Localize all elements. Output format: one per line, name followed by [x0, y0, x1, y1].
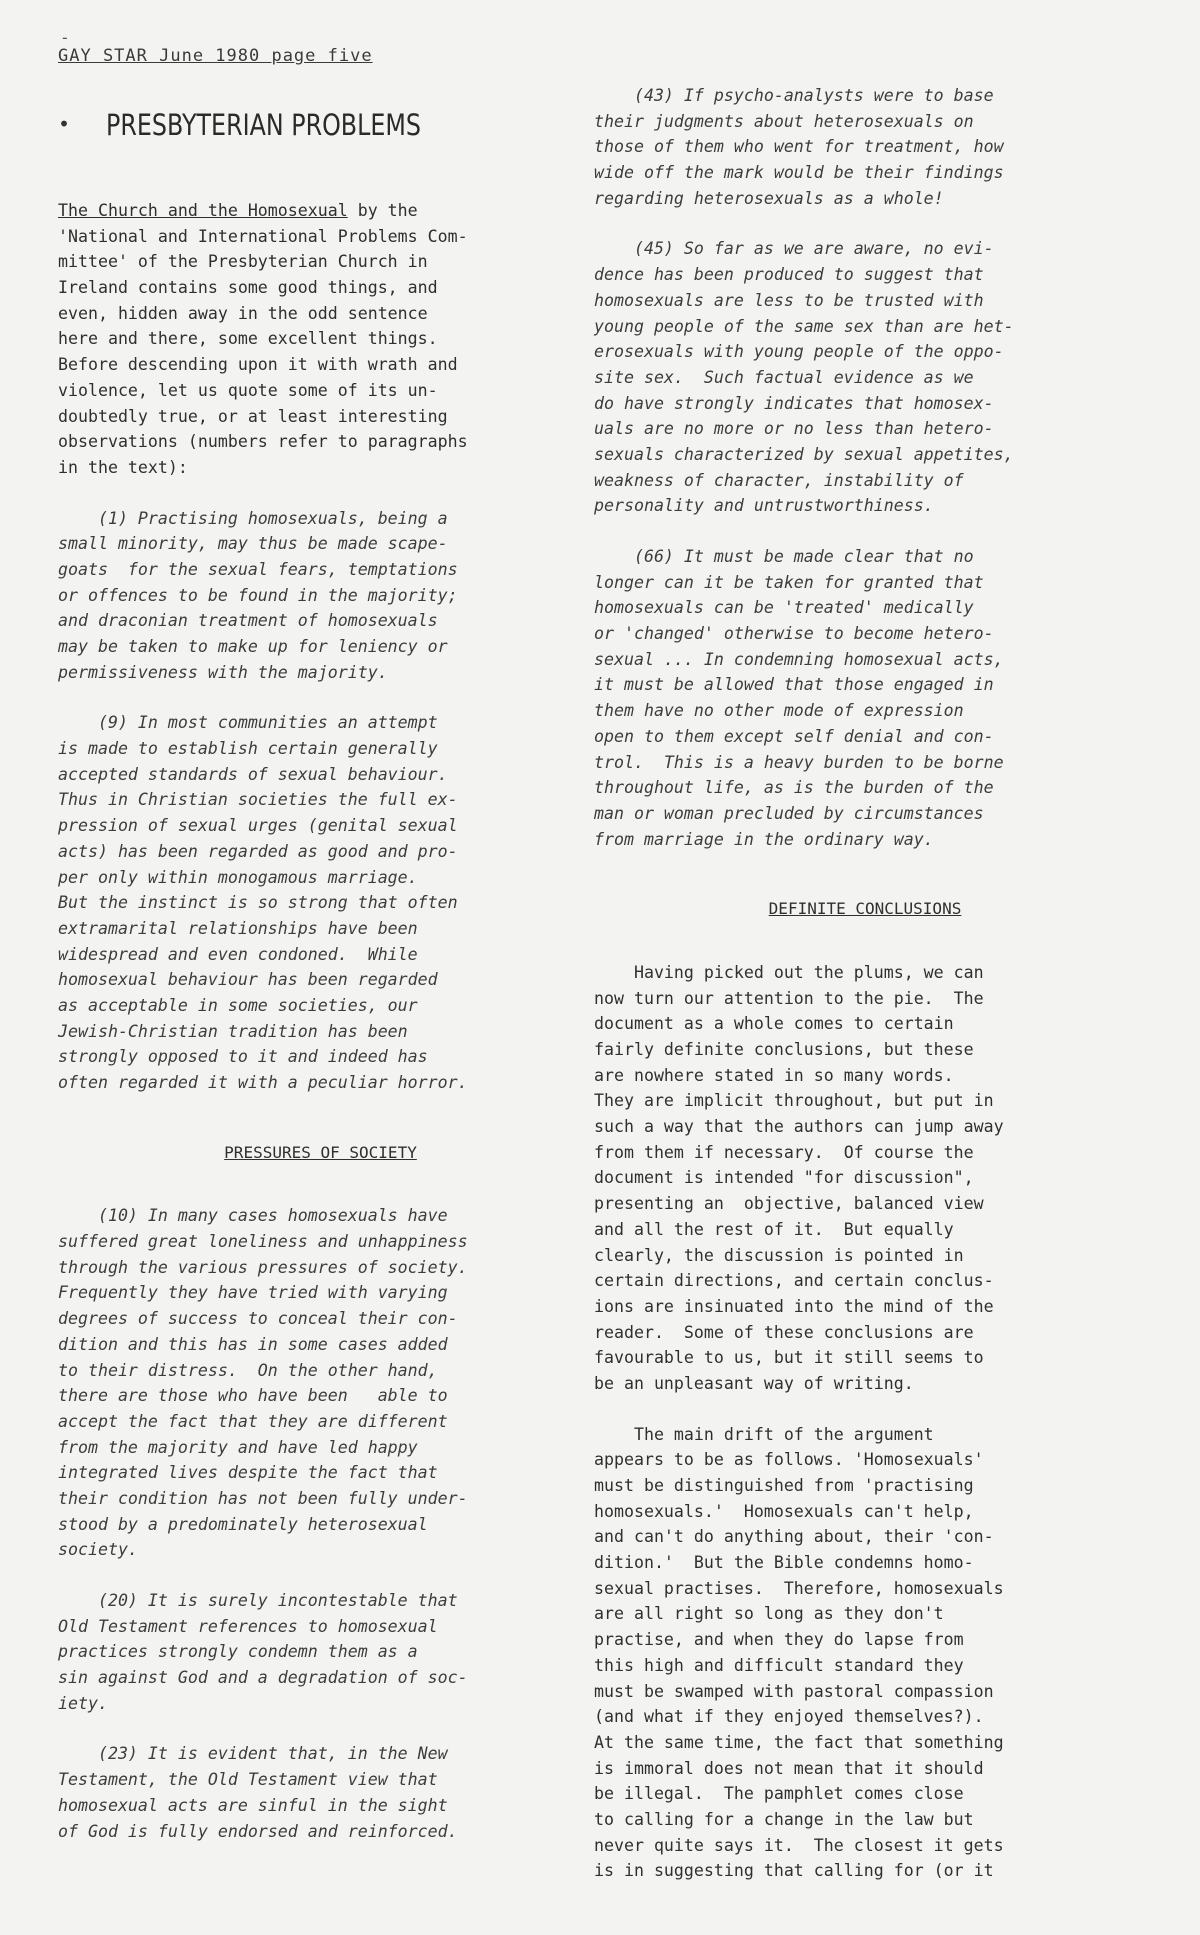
- text-line: (45) So far as we are aware, no evi-: [594, 239, 994, 259]
- text-line: trol. This is a heavy burden to be borne: [594, 752, 1004, 772]
- text-line: sexual practises. Therefore, homosexuals: [594, 1578, 1004, 1598]
- text-line: must be swamped with pastoral compassion: [594, 1681, 994, 1701]
- text-line: homosexual acts are sinful in the sight: [58, 1795, 448, 1815]
- text-line: longer can it be taken for granted that: [594, 572, 984, 592]
- text-line: clearly, the discussion is pointed in: [594, 1245, 964, 1265]
- left-column: [58, 198, 583, 1869]
- text-line: be an unpleasant way of writing.: [594, 1373, 914, 1393]
- text-line: doubtedly true, or at least interesting: [58, 406, 448, 426]
- quote-paragraph-66: [594, 544, 1136, 852]
- text-line: it must be allowed that those engaged in: [594, 675, 994, 695]
- text-line: is made to establish certain generally: [58, 739, 438, 759]
- text-line: pression of sexual urges (genital sexual: [58, 816, 458, 836]
- right-column: [594, 83, 1136, 1909]
- text-line: observations (numbers refer to paragraphs: [58, 432, 468, 452]
- text-line: practise, and when they do lapse from: [594, 1630, 964, 1650]
- text-line: goats for the sexual fears, temptations: [58, 559, 458, 579]
- text-line: this high and difficult standard they: [594, 1655, 964, 1675]
- text-line: (9) In most communities an attempt: [58, 713, 438, 733]
- text-line: personality and untrustworthiness.: [594, 496, 934, 516]
- text-line: do have strongly indicates that homosex-: [594, 393, 994, 413]
- text-line: At the same time, the fact that something: [594, 1732, 1004, 1752]
- text-line: is in suggesting that calling for (or it: [594, 1861, 994, 1881]
- text-line: as acceptable in some societies, our: [58, 995, 418, 1015]
- text-line: of God is fully endorsed and reinforced.: [58, 1821, 458, 1841]
- text-line: young people of the same sex than are het-: [594, 316, 1014, 336]
- conclusions-paragraph-1: [594, 960, 1136, 1397]
- text-line: violence, let us quote some of its un-: [58, 380, 438, 400]
- text-line: such a way that the authors can jump away: [594, 1117, 1004, 1137]
- text-line: degrees of success to conceal their con-: [58, 1309, 458, 1329]
- quote-paragraph-1: [58, 506, 583, 686]
- text-line: integrated lives despite the fact that: [58, 1463, 438, 1483]
- text-line: iety.: [58, 1693, 108, 1713]
- book-title: The Church and the Homosexual: [58, 201, 348, 220]
- text-line: suffered great loneliness and unhappiness: [58, 1232, 468, 1252]
- quote-paragraph-43: [594, 83, 1136, 211]
- text-line: accept the fact that they are different: [58, 1411, 448, 1431]
- text-line: (10) In many cases homosexuals have: [58, 1206, 448, 1226]
- text-line: accepted standards of sexual behaviour.: [58, 764, 448, 784]
- text-line: or 'changed' otherwise to become hetero-: [594, 624, 994, 644]
- text-line: Before descending upon it with wrath and: [58, 355, 458, 375]
- text-line: is immoral does not mean that it should: [594, 1758, 984, 1778]
- text-line: mittee' of the Presbyterian Church in: [58, 252, 428, 272]
- text-line: widespread and even condoned. While: [58, 944, 418, 964]
- text-line: Old Testament references to homosexual: [58, 1616, 438, 1636]
- text-line: extramarital relationships have been: [58, 918, 418, 938]
- text-line: through the various pressures of society.: [58, 1257, 468, 1277]
- conclusions-paragraph-2: [594, 1422, 1136, 1884]
- text-line: (43) If psycho-analysts were to base: [594, 86, 994, 105]
- text-line: strongly opposed to it and indeed has: [58, 1047, 428, 1067]
- text-line: acts) has been regarded as good and pro-: [58, 841, 458, 861]
- quote-paragraph-23: [58, 1741, 583, 1844]
- text-line: dition.' But the Bible condemns homo-: [594, 1553, 974, 1573]
- text-line: reader. Some of these conclusions are: [594, 1322, 974, 1342]
- text-line: be illegal. The pamphlet comes close: [594, 1784, 964, 1804]
- text-line: often regarded it with a peculiar horror.: [58, 1073, 468, 1092]
- text-line: are nowhere stated in so many words.: [594, 1065, 954, 1085]
- text-line: those of them who went for treatment, how: [594, 137, 1004, 157]
- text-line: (23) It is evident that, in the New: [58, 1744, 448, 1764]
- text-line: homosexuals are less to be trusted with: [594, 290, 984, 310]
- text-line: them have no other mode of expression: [594, 701, 964, 721]
- text-line: stood by a predominately heterosexual: [58, 1514, 428, 1534]
- text-line: 'National and International Problems Com-: [58, 226, 468, 246]
- text-line: there are those who have been able to: [58, 1386, 448, 1406]
- text-line: now turn our attention to the pie. The: [594, 988, 984, 1008]
- headline-bullet: •: [58, 112, 71, 136]
- text-line: (1) Practising homosexuals, being a: [58, 508, 448, 528]
- text-line: appears to be as follows. 'Homosexuals': [594, 1450, 984, 1470]
- text-line: may be taken to make up for leniency or: [58, 637, 448, 656]
- text-line: sexuals characterized by sexual appetites,: [594, 444, 1014, 464]
- text-line: and all the rest of it. But equally: [594, 1219, 954, 1239]
- section-heading-pressures: PRESSURES OF SOCIETY: [224, 1142, 417, 1162]
- text-line: presenting an objective, balanced view: [594, 1194, 984, 1214]
- text-line: uals are no more or no less than hetero-: [594, 419, 994, 439]
- text-line: society.: [58, 1540, 138, 1560]
- text-line: The Church and the Homosexual by the: [58, 201, 418, 220]
- text-line: site sex. Such factual evidence as we: [594, 367, 974, 387]
- text-line: to calling for a change in the law but: [594, 1809, 974, 1829]
- text-line: from them if necessary. Of course the: [594, 1142, 974, 1162]
- text-line: even, hidden away in the odd sentence: [58, 303, 428, 323]
- text-line: They are implicit throughout, but put in: [594, 1091, 994, 1111]
- text-line: ions are insinuated into the mind of the: [594, 1296, 994, 1316]
- text-line: homosexuals can be 'treated' medically: [594, 598, 974, 618]
- text-line: wide off the mark would be their findings: [594, 163, 1004, 183]
- text-line: man or woman precluded by circumstances: [594, 803, 984, 823]
- text-line: to their distress. On the other hand,: [58, 1360, 438, 1380]
- quote-paragraph-9: [58, 710, 583, 1095]
- text-line: fairly definite conclusions, but these: [594, 1040, 974, 1060]
- text-line: erosexuals with young people of the oppo-: [594, 342, 1004, 362]
- text-line: Frequently they have tried with varying: [58, 1283, 448, 1303]
- text-line: Jewish-Christian tradition has been: [58, 1021, 408, 1041]
- text-line: The main drift of the argument: [594, 1424, 934, 1444]
- text-line: and draconian treatment of homosexuals: [58, 611, 438, 631]
- quote-paragraph-10: [58, 1203, 583, 1563]
- text-line: (66) It must be made clear that no: [594, 547, 974, 566]
- text-line: homosexual behaviour has been regarded: [58, 970, 438, 990]
- text-line: and can't do anything about, their 'con-: [594, 1527, 994, 1547]
- text-line: must be distinguished from 'practising: [594, 1476, 974, 1496]
- text-line: permissiveness with the majority.: [58, 662, 388, 682]
- text-line: document as a whole comes to certain: [594, 1014, 954, 1034]
- text-line: dence has been produced to suggest that: [594, 265, 984, 285]
- text-line: Testament, the Old Testament view that: [58, 1770, 438, 1790]
- text-line: their judgments about heterosexuals on: [594, 111, 974, 131]
- text-line: open to them except self denial and con-: [594, 726, 994, 746]
- text-line: sin against God and a degradation of soc-: [58, 1668, 468, 1688]
- text-line: But the instinct is so strong that often: [58, 893, 458, 913]
- text-line: Thus in Christian societies the full ex-: [58, 790, 458, 810]
- text-line: never quite says it. The closest it gets: [594, 1835, 1004, 1855]
- text-line: in the text):: [58, 457, 188, 477]
- text-line: Having picked out the plums, we can: [594, 962, 984, 982]
- text-line: Ireland contains some good things, and: [58, 278, 438, 298]
- text-line: per only within monogamous marriage.: [58, 867, 418, 887]
- section-heading-conclusions: DEFINITE CONCLUSIONS: [768, 899, 962, 919]
- text-line: (20) It is surely incontestable that: [58, 1591, 458, 1611]
- text-line: favourable to us, but it still seems to: [594, 1348, 984, 1368]
- quote-paragraph-20: [58, 1588, 583, 1716]
- text-line: sexual ... In condemning homosexual acts,: [594, 649, 1004, 669]
- text-line: certain directions, and certain conclus-: [594, 1271, 994, 1291]
- text-line: from marriage in the ordinary way.: [594, 829, 934, 849]
- quote-paragraph-45: [594, 236, 1136, 519]
- masthead: GAY STAR June 1980 page five: [58, 46, 373, 66]
- text-line: dition and this has in some cases added: [58, 1334, 448, 1354]
- intro-paragraph: [58, 198, 583, 481]
- text-line: small minority, may thus be made scape-: [58, 534, 448, 554]
- headline: PRESBYTERIAN PROBLEMS: [106, 108, 422, 142]
- text-line: homosexuals.' Homosexuals can't help,: [594, 1501, 974, 1521]
- text-line: document is intended "for discussion",: [594, 1168, 974, 1188]
- text-line: or offences to be found in the majority;: [58, 585, 458, 605]
- text-line: here and there, some excellent things.: [58, 329, 438, 349]
- text-line: throughout life, as is the burden of the: [594, 778, 994, 798]
- text-line: regarding heterosexuals as a whole!: [594, 188, 944, 208]
- text-line: are all right so long as they don't: [594, 1604, 944, 1624]
- text-line: their condition has not been fully under-: [58, 1488, 468, 1508]
- text-line: from the majority and have led happy: [58, 1437, 418, 1457]
- text-line: (and what if they enjoyed themselves?).: [594, 1707, 984, 1727]
- text-line: practices strongly condemn them as a: [58, 1642, 418, 1662]
- margin-mark: -: [60, 28, 70, 47]
- text-line: weakness of character, instability of: [594, 470, 964, 490]
